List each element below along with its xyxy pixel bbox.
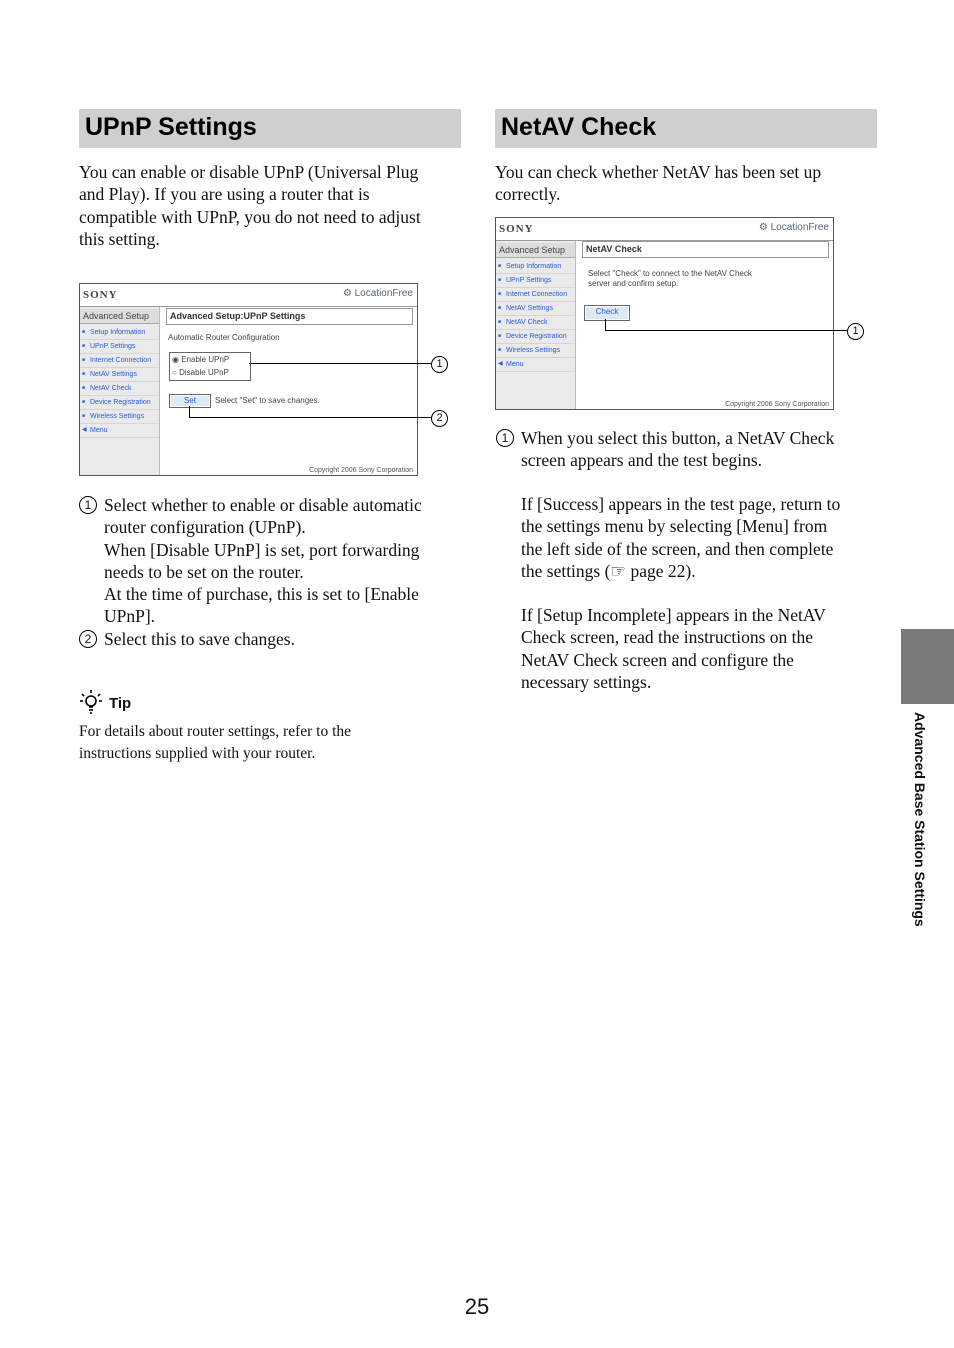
sidebar-item-netav-check[interactable]: ■ NetAV Check — [496, 316, 575, 330]
chapter-tab — [901, 629, 954, 704]
upnp-radio-group — [169, 352, 251, 381]
item-number-1: 1 — [79, 496, 97, 514]
sidebar-item-menu[interactable]: ◀ Menu — [80, 424, 159, 438]
sidebar-header: Advanced Setup — [80, 309, 159, 324]
paragraph-line: the settings menu by selecting [Menu] from — [521, 516, 828, 537]
upnp-intro-line: You can enable or disable UPnP (Universal Plug — [79, 162, 419, 182]
callout-2: 2 — [431, 410, 448, 427]
check-button[interactable]: Check — [584, 305, 630, 321]
upnp-section-heading — [79, 109, 461, 148]
paragraph-line: NetAV Check screen and configure the — [521, 649, 794, 670]
set-button[interactable]: Set — [169, 394, 211, 408]
tip-text — [79, 721, 469, 765]
sidebar-item-menu[interactable]: ◀ Menu — [496, 358, 575, 372]
tip-bulb-icon — [79, 688, 103, 721]
set-hint: Select "Set" to save changes. — [215, 396, 320, 405]
netav-section-heading — [495, 109, 877, 148]
sidebar-item-wireless-settings[interactable]: ■ Wireless Settings — [80, 410, 159, 424]
page-number: 25 — [464, 1294, 490, 1319]
radio-selected-icon: ◉ — [172, 355, 179, 364]
radio-disable-label: Disable UPnP — [179, 368, 229, 377]
tip-line: instructions supplied with your router. — [79, 745, 316, 762]
tip-line: For details about router settings, refer to the — [79, 723, 352, 740]
sidebar-header: Advanced Setup — [496, 243, 575, 258]
callout-line — [605, 330, 847, 331]
locationfree-icon: ⚙ — [758, 222, 771, 233]
item-line: screen appears and the test begins. — [521, 450, 763, 471]
screenshot-sidebar — [80, 307, 160, 475]
callout-line-1 — [249, 363, 431, 364]
locationfree-logo — [343, 288, 413, 299]
sony-logo: SONY — [499, 223, 534, 235]
sidebar-item-upnp-settings[interactable]: ■ UPnP Settings — [496, 274, 575, 288]
screenshot-page-title: NetAV Check — [582, 241, 829, 258]
screenshot-copyright: Copyright 2006 Sony Corporation — [725, 401, 829, 408]
upnp-intro-line: and Play). If you are using a router that is — [79, 184, 370, 205]
paragraph-line: the left side of the screen, and then complete — [521, 538, 834, 559]
netav-incomplete-paragraph — [521, 604, 891, 693]
screenshot-copyright: Copyright 2006 Sony Corporation — [309, 467, 413, 474]
sony-logo: SONY — [83, 289, 118, 301]
screenshot-text-line2: server and confirm setup. — [588, 279, 679, 288]
paragraph-line: Check screen, read the instructions on the — [521, 627, 814, 648]
sidebar-item-netav-settings[interactable]: ■ NetAV Settings — [496, 302, 575, 316]
sidebar-item-upnp-settings[interactable]: ■ UPnP Settings — [80, 340, 159, 354]
item-1-text — [104, 494, 474, 628]
paragraph-line: necessary settings. — [521, 671, 652, 692]
item-line: needs to be set on the router. — [104, 561, 304, 582]
radio-enable-upnp[interactable] — [172, 355, 229, 365]
sidebar-item-wireless-settings[interactable]: ■ Wireless Settings — [496, 344, 575, 358]
sidebar-item-internet-connection[interactable]: ■ Internet Connection — [80, 354, 159, 368]
item-line: Select whether to enable or disable automatic — [104, 495, 422, 515]
radio-disable-upnp[interactable] — [172, 368, 229, 378]
locationfree-text: LocationFree — [354, 288, 413, 299]
chapter-tab-label: Advanced Base Station Settings — [912, 712, 928, 927]
screenshot-topbar — [80, 284, 417, 307]
item-2-text — [104, 628, 474, 650]
paragraph-line: If [Success] appears in the test page, return to — [521, 494, 841, 514]
screenshot-text-line1: Select "Check" to connect to the NetAV Check — [588, 269, 752, 278]
item-line: At the time of purchase, this is set to [Enable — [104, 584, 419, 605]
sidebar-item-netav-check[interactable]: ■ NetAV Check — [80, 382, 159, 396]
sidebar-item-setup-information[interactable]: ■ Setup Information — [80, 326, 159, 340]
screenshot-subtitle: Automatic Router Configuration — [168, 333, 280, 342]
upnp-intro-line: this setting. — [79, 228, 160, 249]
sidebar-item-setup-information[interactable]: ■ Setup Information — [496, 260, 575, 274]
locationfree-icon: ⚙ — [342, 288, 355, 299]
netav-item-1-text — [521, 427, 891, 472]
item-number-1: 1 — [496, 429, 514, 447]
callout-line-2 — [189, 417, 431, 418]
screenshot-topbar — [496, 218, 833, 241]
netav-heading-text: NetAV Check — [501, 113, 657, 141]
netav-intro-line: You can check whether NetAV has been set up — [495, 162, 822, 182]
screenshot-page-title: Advanced Setup:UPnP Settings — [166, 308, 413, 325]
upnp-intro — [79, 161, 469, 250]
netav-intro — [495, 161, 885, 206]
upnp-intro-line: compatible with UPnP, you do not need to adjust — [79, 206, 421, 227]
upnp-screenshot — [79, 283, 418, 476]
callout-1: 1 — [431, 356, 448, 373]
item-line: router configuration (UPnP). — [104, 517, 306, 538]
locationfree-text: LocationFree — [770, 222, 829, 233]
screenshot-sidebar — [496, 241, 576, 409]
sidebar-item-device-registration[interactable]: ■ Device Registration — [80, 396, 159, 410]
locationfree-logo — [759, 222, 829, 233]
callout-1: 1 — [847, 323, 864, 340]
tip-label: Tip — [109, 695, 132, 712]
sidebar-item-netav-settings[interactable]: ■ NetAV Settings — [80, 368, 159, 382]
upnp-heading-text: UPnP Settings — [85, 113, 257, 141]
radio-unselected-icon: ○ — [172, 368, 177, 377]
item-line: When [Disable UPnP] is set, port forwarding — [104, 539, 420, 560]
paragraph-line: If [Setup Incomplete] appears in the NetAV — [521, 605, 826, 625]
item-line: Select this to save changes. — [104, 629, 295, 649]
sidebar-item-internet-connection[interactable]: ■ Internet Connection — [496, 288, 575, 302]
netav-success-paragraph — [521, 493, 891, 582]
item-line: UPnP]. — [104, 606, 156, 627]
paragraph-line: the settings (☞ page 22). — [521, 560, 696, 581]
netav-intro-line: correctly. — [495, 184, 561, 205]
netav-screenshot — [495, 217, 834, 410]
item-line: When you select this button, a NetAV Check — [521, 428, 835, 448]
callout-line-2-vertical — [189, 406, 190, 417]
sidebar-item-device-registration[interactable]: ■ Device Registration — [496, 330, 575, 344]
item-number-2: 2 — [79, 630, 97, 648]
radio-enable-label: Enable UPnP — [181, 355, 230, 364]
